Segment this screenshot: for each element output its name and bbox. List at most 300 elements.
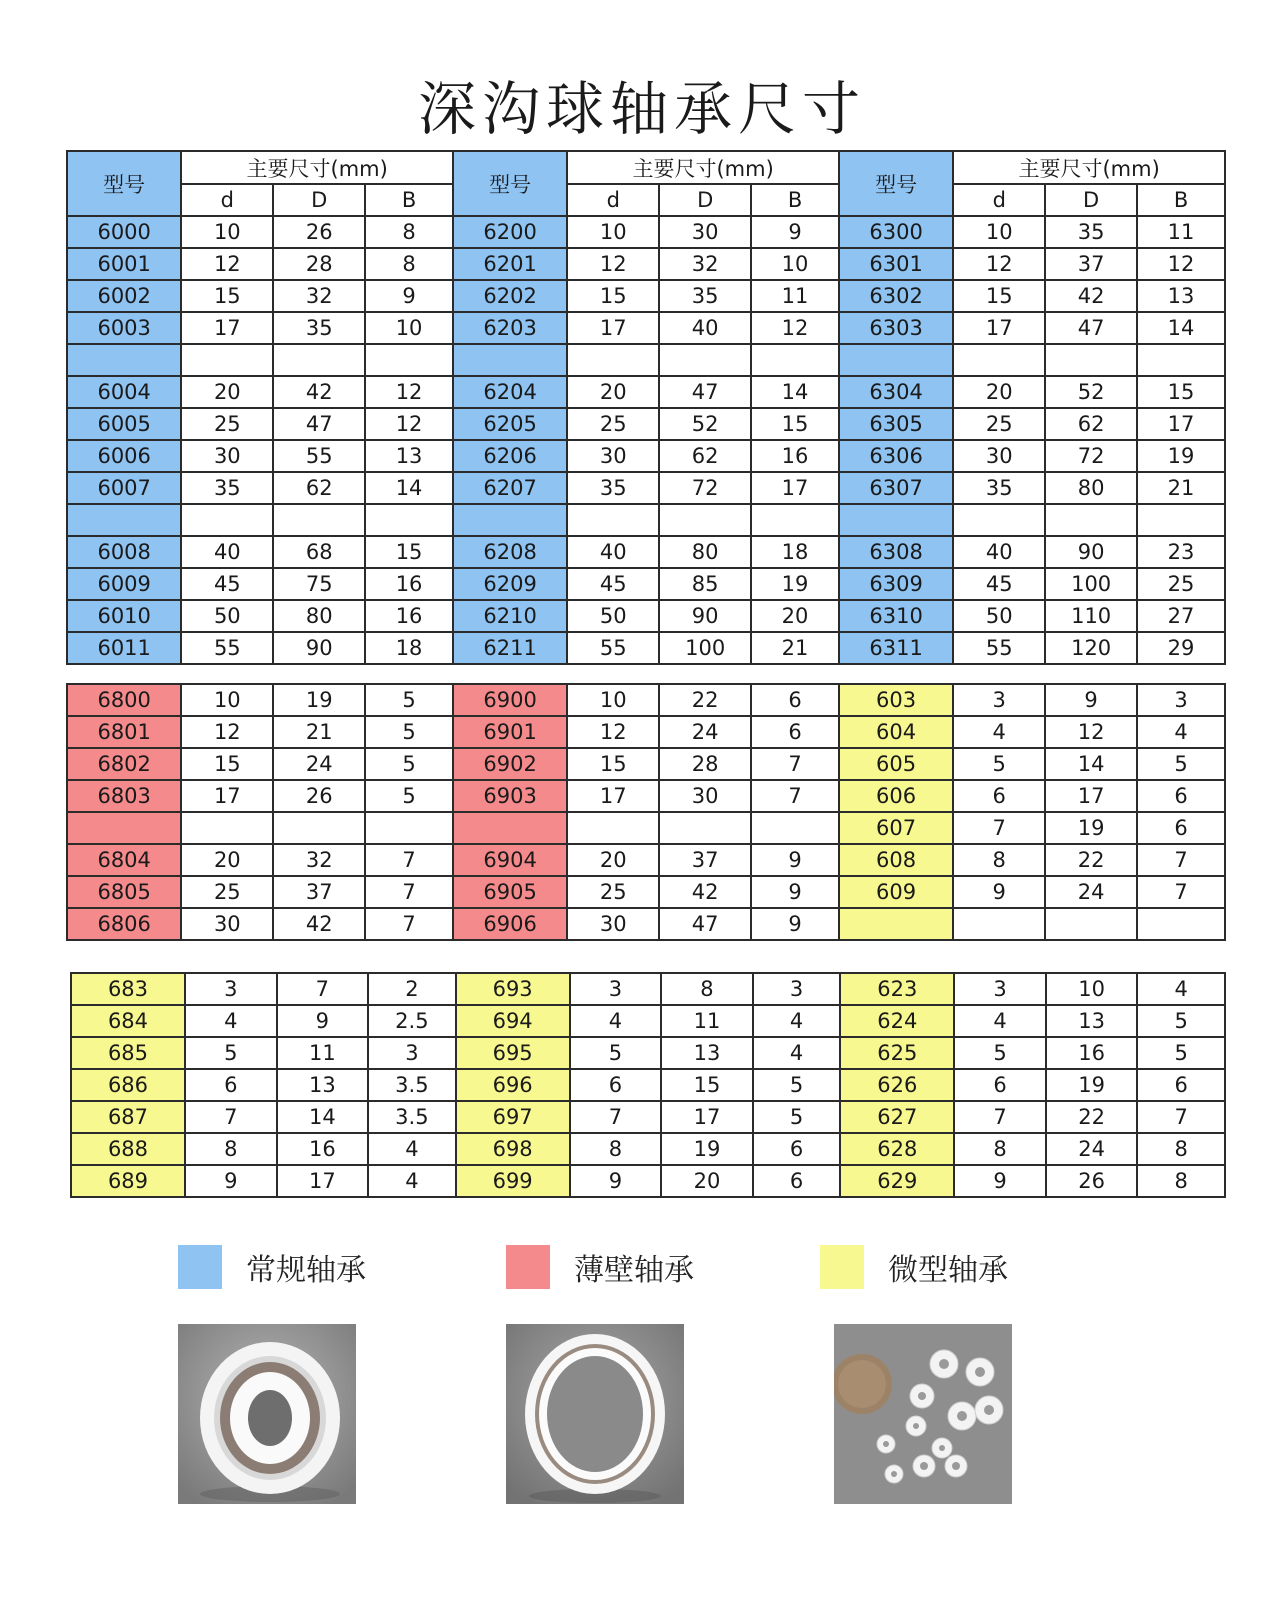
inner-diameter-cell: 17 bbox=[953, 312, 1045, 344]
outer-diameter-cell: 22 bbox=[659, 684, 751, 716]
B-header: B bbox=[751, 184, 839, 216]
width-cell: 15 bbox=[1137, 376, 1225, 408]
width-cell: 25 bbox=[1137, 568, 1225, 600]
empty-cell bbox=[273, 344, 365, 376]
outer-diameter-cell: 40 bbox=[659, 312, 751, 344]
width-cell: 17 bbox=[1137, 408, 1225, 440]
model-cell: 6200 bbox=[453, 216, 567, 248]
model-cell: 6803 bbox=[67, 780, 181, 812]
outer-diameter-cell: 8 bbox=[661, 973, 753, 1005]
outer-diameter-cell: 30 bbox=[659, 780, 751, 812]
inner-diameter-cell: 9 bbox=[570, 1165, 662, 1197]
inner-diameter-cell: 4 bbox=[570, 1005, 662, 1037]
width-cell: 9 bbox=[365, 280, 453, 312]
width-cell: 11 bbox=[1137, 216, 1225, 248]
table-row bbox=[67, 748, 1225, 780]
outer-diameter-cell: 30 bbox=[659, 216, 751, 248]
table-row bbox=[67, 684, 1225, 716]
width-cell: 12 bbox=[365, 408, 453, 440]
width-cell: 14 bbox=[1137, 312, 1225, 344]
width-cell: 4 bbox=[368, 1133, 456, 1165]
outer-diameter-cell: 62 bbox=[1045, 408, 1137, 440]
model-cell: 628 bbox=[840, 1133, 954, 1165]
width-cell: 7 bbox=[365, 876, 453, 908]
outer-diameter-cell: 37 bbox=[659, 844, 751, 876]
width-cell: 19 bbox=[751, 568, 839, 600]
outer-diameter-cell: 42 bbox=[273, 376, 365, 408]
table-row bbox=[67, 844, 1225, 876]
model-cell: 623 bbox=[840, 973, 954, 1005]
outer-diameter-cell: 32 bbox=[659, 248, 751, 280]
table-row bbox=[67, 376, 1225, 408]
model-cell: 699 bbox=[456, 1165, 570, 1197]
standard-bearing-table bbox=[66, 150, 1226, 665]
inner-diameter-cell: 17 bbox=[181, 312, 273, 344]
outer-diameter-cell: 80 bbox=[273, 600, 365, 632]
empty-cell bbox=[453, 344, 567, 376]
empty-cell bbox=[839, 504, 953, 536]
standard-bearing-photo bbox=[178, 1324, 356, 1504]
outer-diameter-cell: 37 bbox=[273, 876, 365, 908]
model-cell: 6000 bbox=[67, 216, 181, 248]
inner-diameter-cell: 30 bbox=[953, 440, 1045, 472]
model-cell: 6300 bbox=[839, 216, 953, 248]
table-row bbox=[67, 876, 1225, 908]
empty-cell bbox=[751, 504, 839, 536]
table-row bbox=[67, 600, 1225, 632]
width-cell: 16 bbox=[365, 600, 453, 632]
main-dimensions-header: 主要尺寸(mm) bbox=[567, 151, 839, 184]
inner-diameter-cell: 4 bbox=[953, 716, 1045, 748]
width-cell: 6 bbox=[1137, 1069, 1225, 1101]
width-cell: 3.5 bbox=[368, 1069, 456, 1101]
table-row bbox=[67, 716, 1225, 748]
inner-diameter-cell: 25 bbox=[567, 876, 659, 908]
inner-diameter-cell: 5 bbox=[954, 1037, 1046, 1069]
d-header: d bbox=[181, 184, 273, 216]
inner-diameter-cell: 45 bbox=[567, 568, 659, 600]
outer-diameter-cell: 16 bbox=[277, 1133, 369, 1165]
table-row bbox=[67, 632, 1225, 664]
inner-diameter-cell: 35 bbox=[181, 472, 273, 504]
width-cell: 6 bbox=[753, 1165, 841, 1197]
empty-cell bbox=[659, 504, 751, 536]
width-cell: 7 bbox=[751, 780, 839, 812]
legend-swatch bbox=[506, 1245, 550, 1289]
outer-diameter-cell: 24 bbox=[273, 748, 365, 780]
inner-diameter-cell: 10 bbox=[953, 216, 1045, 248]
inner-diameter-cell: 5 bbox=[570, 1037, 662, 1069]
table-row bbox=[71, 1005, 1225, 1037]
model-cell: 6006 bbox=[67, 440, 181, 472]
table-row bbox=[67, 216, 1225, 248]
legend-item-miniature bbox=[820, 1244, 1008, 1290]
outer-diameter-cell: 42 bbox=[1045, 280, 1137, 312]
inner-diameter-cell bbox=[181, 812, 273, 844]
outer-diameter-cell: 100 bbox=[659, 632, 751, 664]
inner-diameter-cell: 7 bbox=[570, 1101, 662, 1133]
empty-cell bbox=[67, 344, 181, 376]
model-cell: 6204 bbox=[453, 376, 567, 408]
model-cell: 6802 bbox=[67, 748, 181, 780]
d-header: d bbox=[567, 184, 659, 216]
model-cell: 6209 bbox=[453, 568, 567, 600]
table-row bbox=[67, 440, 1225, 472]
inner-diameter-cell: 30 bbox=[181, 908, 273, 940]
model-cell: 6009 bbox=[67, 568, 181, 600]
model-cell: 6308 bbox=[839, 536, 953, 568]
model-cell: 6302 bbox=[839, 280, 953, 312]
inner-diameter-cell: 10 bbox=[567, 684, 659, 716]
width-cell: 8 bbox=[1137, 1165, 1225, 1197]
model-cell: 609 bbox=[839, 876, 953, 908]
width-cell: 3.5 bbox=[368, 1101, 456, 1133]
width-cell: 17 bbox=[751, 472, 839, 504]
model-cell: 6303 bbox=[839, 312, 953, 344]
width-cell: 4 bbox=[753, 1005, 841, 1037]
inner-diameter-cell: 20 bbox=[953, 376, 1045, 408]
outer-diameter-cell: 19 bbox=[1046, 1069, 1138, 1101]
outer-diameter-cell: 80 bbox=[1045, 472, 1137, 504]
width-cell: 5 bbox=[365, 748, 453, 780]
legend-item-thin-wall bbox=[506, 1244, 694, 1290]
page-title: 深沟球轴承尺寸 bbox=[417, 75, 866, 143]
outer-diameter-cell: 28 bbox=[659, 748, 751, 780]
model-cell: 6902 bbox=[453, 748, 567, 780]
width-cell: 5 bbox=[365, 684, 453, 716]
model-cell: 6008 bbox=[67, 536, 181, 568]
outer-diameter-cell: 72 bbox=[1045, 440, 1137, 472]
table-row bbox=[71, 1037, 1225, 1069]
inner-diameter-cell: 15 bbox=[181, 280, 273, 312]
model-cell: 6208 bbox=[453, 536, 567, 568]
width-cell: 7 bbox=[1137, 1101, 1225, 1133]
outer-diameter-cell: 55 bbox=[273, 440, 365, 472]
table-row bbox=[71, 973, 1225, 1005]
inner-diameter-cell: 55 bbox=[181, 632, 273, 664]
width-cell: 23 bbox=[1137, 536, 1225, 568]
inner-diameter-cell: 25 bbox=[953, 408, 1045, 440]
width-cell bbox=[1137, 908, 1225, 940]
model-cell: 6203 bbox=[453, 312, 567, 344]
width-cell: 3 bbox=[368, 1037, 456, 1069]
model-cell: 603 bbox=[839, 684, 953, 716]
inner-diameter-cell: 9 bbox=[185, 1165, 277, 1197]
width-cell: 14 bbox=[751, 376, 839, 408]
width-cell: 8 bbox=[365, 248, 453, 280]
width-cell: 5 bbox=[365, 780, 453, 812]
width-cell: 10 bbox=[751, 248, 839, 280]
model-cell: 6901 bbox=[453, 716, 567, 748]
inner-diameter-cell: 25 bbox=[181, 876, 273, 908]
inner-diameter-cell: 9 bbox=[954, 1165, 1046, 1197]
model-cell: 6904 bbox=[453, 844, 567, 876]
empty-cell bbox=[953, 504, 1045, 536]
width-cell bbox=[365, 812, 453, 844]
width-cell: 4 bbox=[1137, 973, 1225, 1005]
miniature-bearing-table bbox=[70, 972, 1226, 1198]
outer-diameter-cell: 68 bbox=[273, 536, 365, 568]
inner-diameter-cell: 8 bbox=[953, 844, 1045, 876]
model-cell: 6205 bbox=[453, 408, 567, 440]
inner-diameter-cell: 17 bbox=[567, 780, 659, 812]
model-cell: 693 bbox=[456, 973, 570, 1005]
inner-diameter-cell: 8 bbox=[570, 1133, 662, 1165]
model-cell: 697 bbox=[456, 1101, 570, 1133]
B-header: B bbox=[1137, 184, 1225, 216]
outer-diameter-cell: 90 bbox=[1045, 536, 1137, 568]
width-cell: 2.5 bbox=[368, 1005, 456, 1037]
outer-diameter-cell: 24 bbox=[659, 716, 751, 748]
model-cell: 6004 bbox=[67, 376, 181, 408]
model-cell: 6310 bbox=[839, 600, 953, 632]
outer-diameter-cell: 24 bbox=[1046, 1133, 1138, 1165]
empty-cell bbox=[953, 344, 1045, 376]
model-cell: 6206 bbox=[453, 440, 567, 472]
outer-diameter-cell: 14 bbox=[277, 1101, 369, 1133]
model-cell bbox=[67, 812, 181, 844]
outer-diameter-cell: 9 bbox=[1045, 684, 1137, 716]
outer-diameter-cell: 90 bbox=[659, 600, 751, 632]
inner-diameter-cell: 20 bbox=[567, 844, 659, 876]
empty-cell bbox=[751, 344, 839, 376]
width-cell: 7 bbox=[751, 748, 839, 780]
D-header: D bbox=[1045, 184, 1137, 216]
width-cell: 5 bbox=[753, 1069, 841, 1101]
model-cell: 687 bbox=[71, 1101, 185, 1133]
outer-diameter-cell: 42 bbox=[659, 876, 751, 908]
model-cell: 608 bbox=[839, 844, 953, 876]
outer-diameter-cell: 10 bbox=[1046, 973, 1138, 1005]
legend-swatch bbox=[820, 1245, 864, 1289]
model-cell: 6800 bbox=[67, 684, 181, 716]
outer-diameter-cell: 62 bbox=[659, 440, 751, 472]
model-cell: 6903 bbox=[453, 780, 567, 812]
empty-cell bbox=[567, 504, 659, 536]
model-cell: 6002 bbox=[67, 280, 181, 312]
width-cell: 16 bbox=[751, 440, 839, 472]
width-cell: 6 bbox=[1137, 780, 1225, 812]
width-cell: 7 bbox=[365, 908, 453, 940]
empty-cell bbox=[273, 504, 365, 536]
inner-diameter-cell: 25 bbox=[181, 408, 273, 440]
width-cell: 7 bbox=[1137, 844, 1225, 876]
model-cell: 627 bbox=[840, 1101, 954, 1133]
outer-diameter-cell: 7 bbox=[277, 973, 369, 1005]
width-cell: 15 bbox=[365, 536, 453, 568]
inner-diameter-cell: 4 bbox=[185, 1005, 277, 1037]
outer-diameter-cell: 24 bbox=[1045, 876, 1137, 908]
outer-diameter-cell: 62 bbox=[273, 472, 365, 504]
inner-diameter-cell: 55 bbox=[953, 632, 1045, 664]
inner-diameter-cell: 30 bbox=[181, 440, 273, 472]
inner-diameter-cell: 40 bbox=[181, 536, 273, 568]
outer-diameter-cell: 37 bbox=[1045, 248, 1137, 280]
width-cell: 9 bbox=[751, 216, 839, 248]
outer-diameter-cell: 9 bbox=[277, 1005, 369, 1037]
empty-cell bbox=[67, 504, 181, 536]
thin-wall-bearing-table bbox=[66, 683, 1226, 941]
inner-diameter-cell: 6 bbox=[954, 1069, 1046, 1101]
inner-diameter-cell: 3 bbox=[953, 684, 1045, 716]
outer-diameter-cell: 26 bbox=[273, 216, 365, 248]
width-cell: 7 bbox=[1137, 876, 1225, 908]
inner-diameter-cell: 17 bbox=[567, 312, 659, 344]
width-cell: 5 bbox=[753, 1101, 841, 1133]
model-cell: 6311 bbox=[839, 632, 953, 664]
empty-cell bbox=[181, 504, 273, 536]
width-cell: 5 bbox=[1137, 748, 1225, 780]
outer-diameter-cell: 75 bbox=[273, 568, 365, 600]
model-cell: 6005 bbox=[67, 408, 181, 440]
inner-diameter-cell: 3 bbox=[185, 973, 277, 1005]
inner-diameter-cell: 35 bbox=[953, 472, 1045, 504]
inner-diameter-cell: 8 bbox=[185, 1133, 277, 1165]
width-cell: 5 bbox=[365, 716, 453, 748]
outer-diameter-cell: 17 bbox=[661, 1101, 753, 1133]
D-header: D bbox=[273, 184, 365, 216]
model-cell: 6211 bbox=[453, 632, 567, 664]
outer-diameter-cell: 47 bbox=[1045, 312, 1137, 344]
width-cell: 29 bbox=[1137, 632, 1225, 664]
width-cell: 21 bbox=[751, 632, 839, 664]
width-cell: 14 bbox=[365, 472, 453, 504]
model-cell: 624 bbox=[840, 1005, 954, 1037]
outer-diameter-cell: 26 bbox=[273, 780, 365, 812]
empty-cell bbox=[365, 504, 453, 536]
D-header: D bbox=[659, 184, 751, 216]
inner-diameter-cell: 7 bbox=[185, 1101, 277, 1133]
width-cell: 18 bbox=[365, 632, 453, 664]
inner-diameter-cell: 17 bbox=[181, 780, 273, 812]
outer-diameter-cell: 32 bbox=[273, 844, 365, 876]
inner-diameter-cell: 3 bbox=[954, 973, 1046, 1005]
table-row bbox=[67, 312, 1225, 344]
outer-diameter-cell: 20 bbox=[661, 1165, 753, 1197]
outer-diameter-cell: 47 bbox=[659, 908, 751, 940]
inner-diameter-cell: 15 bbox=[953, 280, 1045, 312]
outer-diameter-cell: 13 bbox=[661, 1037, 753, 1069]
model-cell: 604 bbox=[839, 716, 953, 748]
empty-cell bbox=[659, 344, 751, 376]
outer-diameter-cell: 35 bbox=[273, 312, 365, 344]
model-cell: 686 bbox=[71, 1069, 185, 1101]
inner-diameter-cell: 8 bbox=[954, 1133, 1046, 1165]
empty-cell bbox=[453, 504, 567, 536]
B-header: B bbox=[365, 184, 453, 216]
spacer-row bbox=[67, 344, 1225, 376]
outer-diameter-cell: 17 bbox=[277, 1165, 369, 1197]
table-row bbox=[67, 568, 1225, 600]
model-cell: 695 bbox=[456, 1037, 570, 1069]
inner-diameter-cell: 15 bbox=[567, 748, 659, 780]
model-cell: 626 bbox=[840, 1069, 954, 1101]
inner-diameter-cell: 30 bbox=[567, 440, 659, 472]
outer-diameter-cell bbox=[273, 812, 365, 844]
outer-diameter-cell: 28 bbox=[273, 248, 365, 280]
width-cell: 27 bbox=[1137, 600, 1225, 632]
inner-diameter-cell: 40 bbox=[567, 536, 659, 568]
legend-label: 常规轴承 bbox=[246, 1253, 366, 1288]
table-row bbox=[67, 908, 1225, 940]
outer-diameter-cell: 35 bbox=[659, 280, 751, 312]
width-cell: 13 bbox=[365, 440, 453, 472]
empty-cell bbox=[1045, 344, 1137, 376]
width-cell: 9 bbox=[751, 844, 839, 876]
table-row bbox=[71, 1133, 1225, 1165]
outer-diameter-cell: 85 bbox=[659, 568, 751, 600]
inner-diameter-cell: 12 bbox=[953, 248, 1045, 280]
model-cell bbox=[839, 908, 953, 940]
outer-diameter-cell: 110 bbox=[1045, 600, 1137, 632]
model-cell: 6805 bbox=[67, 876, 181, 908]
model-cell bbox=[453, 812, 567, 844]
model-cell: 6201 bbox=[453, 248, 567, 280]
legend-swatch bbox=[178, 1245, 222, 1289]
width-cell: 6 bbox=[753, 1133, 841, 1165]
outer-diameter-cell: 19 bbox=[1045, 812, 1137, 844]
width-cell: 2 bbox=[368, 973, 456, 1005]
width-cell: 20 bbox=[751, 600, 839, 632]
outer-diameter-cell: 26 bbox=[1046, 1165, 1138, 1197]
model-cell: 6210 bbox=[453, 600, 567, 632]
outer-diameter-cell: 13 bbox=[1046, 1005, 1138, 1037]
outer-diameter-cell: 13 bbox=[277, 1069, 369, 1101]
width-cell: 4 bbox=[753, 1037, 841, 1069]
model-cell: 689 bbox=[71, 1165, 185, 1197]
model-cell: 625 bbox=[840, 1037, 954, 1069]
model-cell: 6207 bbox=[453, 472, 567, 504]
model-cell: 606 bbox=[839, 780, 953, 812]
empty-cell bbox=[365, 344, 453, 376]
legend-label: 微型轴承 bbox=[888, 1253, 1008, 1288]
model-cell: 696 bbox=[456, 1069, 570, 1101]
outer-diameter-cell: 22 bbox=[1046, 1101, 1138, 1133]
outer-diameter-cell: 90 bbox=[273, 632, 365, 664]
model-cell: 6202 bbox=[453, 280, 567, 312]
outer-diameter-cell: 80 bbox=[659, 536, 751, 568]
main-dimensions-header: 主要尺寸(mm) bbox=[181, 151, 453, 184]
inner-diameter-cell bbox=[953, 908, 1045, 940]
model-cell: 6305 bbox=[839, 408, 953, 440]
model-cell: 6900 bbox=[453, 684, 567, 716]
outer-diameter-cell: 100 bbox=[1045, 568, 1137, 600]
width-cell: 19 bbox=[1137, 440, 1225, 472]
inner-diameter-cell bbox=[567, 812, 659, 844]
thin-wall-bearing-photo bbox=[506, 1324, 684, 1504]
empty-cell bbox=[1045, 504, 1137, 536]
inner-diameter-cell: 35 bbox=[567, 472, 659, 504]
width-cell: 10 bbox=[365, 312, 453, 344]
model-cell: 6003 bbox=[67, 312, 181, 344]
inner-diameter-cell: 30 bbox=[567, 908, 659, 940]
inner-diameter-cell: 9 bbox=[953, 876, 1045, 908]
width-cell: 6 bbox=[751, 716, 839, 748]
model-cell: 6905 bbox=[453, 876, 567, 908]
inner-diameter-cell: 7 bbox=[953, 812, 1045, 844]
inner-diameter-cell: 3 bbox=[570, 973, 662, 1005]
model-cell: 6806 bbox=[67, 908, 181, 940]
model-cell: 6011 bbox=[67, 632, 181, 664]
width-cell: 16 bbox=[365, 568, 453, 600]
model-cell: 683 bbox=[71, 973, 185, 1005]
model-cell: 6309 bbox=[839, 568, 953, 600]
outer-diameter-cell: 19 bbox=[661, 1133, 753, 1165]
outer-diameter-cell: 47 bbox=[659, 376, 751, 408]
outer-diameter-cell: 15 bbox=[661, 1069, 753, 1101]
width-cell: 9 bbox=[751, 876, 839, 908]
outer-diameter-cell: 17 bbox=[1045, 780, 1137, 812]
